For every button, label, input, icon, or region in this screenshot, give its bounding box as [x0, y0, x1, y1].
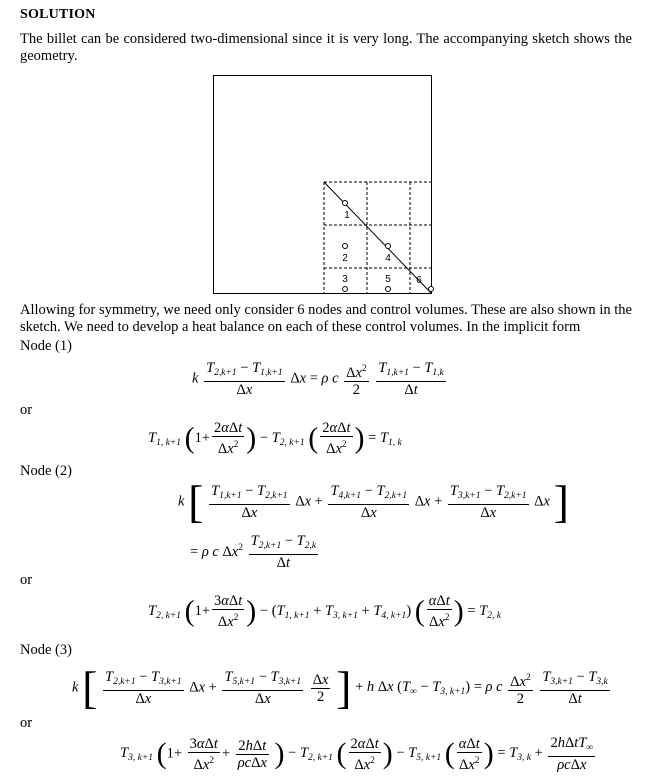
intro-paragraph: The billet can be considered two-dimensional since it is very long. The accompanying sketch shows the geometry. [20, 31, 632, 64]
equation-node2-rhs: = ρ c $\Delta x^2$ $\frac{T_{2,k+1} - T_{2,k}}{\Delta t}$ [190, 533, 317, 571]
equation-node2-implicit: $T_{2, k+1}$ (1+ $\frac{\text{3αΔt}}{\Delta x^2}$ ) − $(T_{1, k+1} + T_{3, k+1} + T_{4, k+1})$ ( $\frac{\text{αΔt}}{\Delta x^2}$ ) = $T_{2, k}$ [148, 593, 501, 630]
symmetry-paragraph: Allowing for symmetry, we need only consider 6 nodes and control volumes. These are also shown in the sketch. We need to develop a heat balance on each of these control volumes. In the implicit form [20, 302, 632, 335]
node2-label: Node (2) [20, 463, 72, 479]
node-label-2: 2 [342, 253, 348, 264]
node-label-3: 3 [342, 274, 348, 285]
equation-node1-balance: k $\frac{T_{2,k+1} - T_{1,k+1}}{\Delta x}$ Δx = ρ c $\frac{\Delta x^2}{2}$ $\frac{T_{1,k+1} - T_{1,k}}{\Delta t}$ [192, 360, 444, 398]
or-label-1: or [20, 402, 33, 418]
node-label-4: 4 [385, 253, 391, 264]
node-label-6: 6 [416, 275, 422, 286]
equation-node3-balance: k [ $\frac{T_{2,k+1} - T_{3,k+1}}{\Delta x}$ Δx + $\frac{T_{5,k+1} - T_{3,k+1}}{\Delta x}$ $\frac{\Delta x}{2}$ ] + h Δx $(T_\infty - T_{3, k+1}) = \rho$ c $\frac{\Delta x^2}{2}$ $\frac{T_{3,k+1} - T_{3,k}}{\Delta t}$ [72, 662, 608, 713]
node3-label: Node (3) [20, 642, 72, 658]
equation-node2-balance: k [ $\frac{T_{1,k+1} - T_{2,k+1}}{\Delta x}$ Δx + $\frac{T_{4,k+1} - T_{2,k+1}}{\Delta x}$ Δx + $\frac{T_{3,k+1} - T_{2,k+1}}{\Delta x}$ Δx ] [178, 476, 569, 527]
solution-heading: SOLUTION [20, 7, 96, 22]
billet-sketch [213, 75, 441, 297]
node-label-1: 1 [344, 210, 350, 221]
node-label-5: 5 [385, 274, 391, 285]
or-label-2: or [20, 572, 33, 588]
equation-node1-implicit: $T_{1, k+1}$ (1+ $\frac{\text{2αΔt}}{\Delta x^2}$ ) − $T_{2, k+1}$ ( $\frac{\text{2αΔt}}{\Delta x^2}$ ) = $T_{1, k}$ [148, 420, 402, 457]
equation-node3-implicit: $T_{3, k+1}$ (1+ $\frac{\text{3αΔt}}{\Delta x^2}$ + $\frac{\text{2hΔt}}{\text{ρcΔx}}$ ) − $T_{2, k+1}$ ( $\frac{\text{2αΔt}}{\Delta x^2}$ ) − $T_{5, k+1}$ ( $\frac{\text{αΔt}}{\Delta x^2}$ ) = $T_{3, k}$ + $\frac{2h\Delta tT_\infty}{\text{ρcΔx}}$ [120, 735, 594, 773]
node1-label: Node (1) [20, 338, 72, 354]
or-label-3: or [20, 715, 33, 731]
